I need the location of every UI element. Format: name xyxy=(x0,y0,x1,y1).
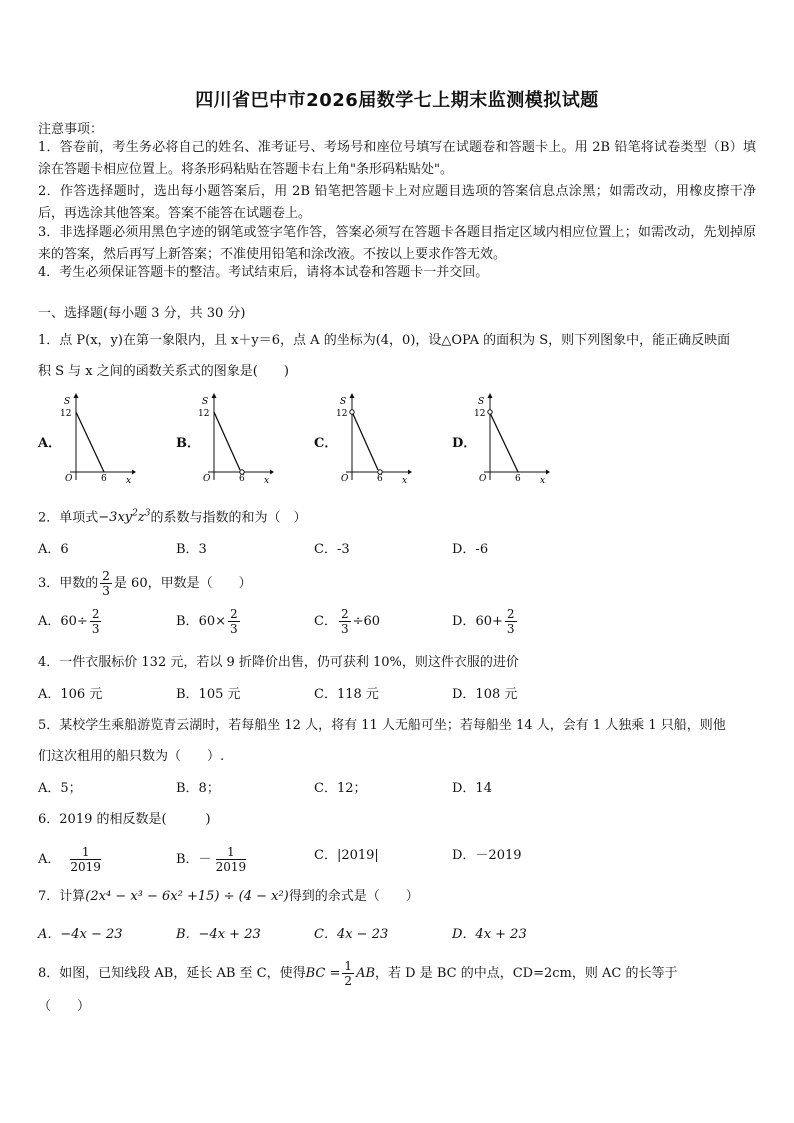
q3-option-a: A．60÷ $\frac{2}{3}$ xyxy=(38,607,100,636)
q6-option-a: A． $\frac{1}{2019}$ xyxy=(38,845,101,874)
x-mark-label: 6 xyxy=(377,474,383,484)
q1-option-a-label: A． xyxy=(38,436,62,451)
y-mark-label: 12 xyxy=(60,409,72,419)
y-axis-label: S xyxy=(478,397,485,407)
q2-option-b: B．3 xyxy=(176,542,207,557)
q7-option-b: B．−4x + 23 xyxy=(176,927,261,942)
question-5-line-1: 5．某校学生乘船游览青云湖时，若每船坐 12 人，将有 11 人无船可坐；若每船坐 14 人，会有 1 人独乘 1 只船，则他 xyxy=(38,718,726,733)
x-axis-label: x xyxy=(264,476,270,484)
question-8-line-1: 8．如图，已知线段 AB，延长 AB 至 C，使得BC = $\frac{1}{2}$ AB，若 D 是 BC 的中点，CD=2cm，则 AC 的长等于 xyxy=(38,959,678,988)
y-axis-label: S xyxy=(202,397,209,407)
origin-label: O xyxy=(341,474,349,484)
x-axis-label: x xyxy=(402,476,408,484)
notice-heading: 注意事项： xyxy=(38,122,104,137)
x-axis-label: x xyxy=(540,476,546,484)
q1-graph-d xyxy=(470,392,550,484)
q6-option-c: C．|2019| xyxy=(314,848,379,863)
q2-option-c: C．-3 xyxy=(314,542,350,557)
q1-graph-c xyxy=(332,392,412,484)
q5-option-b: B．8； xyxy=(176,781,220,796)
y-mark-label: 12 xyxy=(336,409,348,419)
q4-option-b: B．105 元 xyxy=(176,687,241,702)
q1-option-c-label: C． xyxy=(314,436,338,451)
question-1-line-1: 1．点 P(x，y)在第一象限内，且 x＋y＝6，点 A 的坐标为(4，0)，设△OPA 的面积为 S，则下列图象中，能正确反映面 xyxy=(38,333,731,348)
question-3: 3．甲数的 $\frac{2}{3}$ 是 60，甲数是（ ） xyxy=(38,569,252,598)
q7-option-d: D．4x + 23 xyxy=(452,927,527,942)
y-mark-label: 12 xyxy=(198,409,210,419)
notice-item-1: 1．答卷前，考生务必将自己的姓名、准考证号、考场号和座位号填写在试题卷和答题卡上。用 2B 铅笔将试卷类型（B）填涂在答题卡相应位置上。将条形码粘贴在答题卡右上角"条形码粘贴处"。 xyxy=(38,140,756,177)
notice-item-4: 4．考生必须保证答题卡的整洁。考试结束后，请将本试卷和答题卡一并交回。 xyxy=(38,265,489,280)
notice-item-3: 3．非选择题必须用黑色字迹的钢笔或签字笔作答，答案必须写在答题卡各题目指定区域内相应位置上；如需改动，先划掉原来的答案，然后再写上新答案；不准使用铅笔和涂改液。不按以上要求作答无效。 xyxy=(38,225,756,262)
x-mark-label: 6 xyxy=(515,474,521,484)
q4-option-c: C．118 元 xyxy=(314,687,379,702)
y-mark-label: 12 xyxy=(474,409,486,419)
question-1-line-2: 积 S 与 x 之间的函数关系式的图象是( ) xyxy=(38,364,289,379)
x-axis-label: x xyxy=(126,476,132,484)
q6-option-b: B．－ $\frac{1}{2019}$ xyxy=(176,845,247,874)
q3-option-b: B．60× $\frac{2}{3}$ xyxy=(176,607,238,636)
q7-option-c: C．4x − 23 xyxy=(314,927,389,942)
question-7: 7．计算(2x⁴ − x³ − 6x² +15) ÷ (4 − x²)得到的余式是（ ） xyxy=(38,889,419,904)
q7-option-a: A．−4x − 23 xyxy=(38,927,123,942)
section-heading: 一、选择题(每小题 3 分，共 30 分) xyxy=(38,306,246,321)
origin-label: O xyxy=(479,474,487,484)
q1-option-b-label: B． xyxy=(176,436,200,451)
q2-option-d: D．-6 xyxy=(452,542,489,557)
q2-option-a: A．6 xyxy=(38,542,69,557)
q1-option-d-label: D． xyxy=(452,436,477,451)
q3-option-c: C． $\frac{2}{3}$ ÷60 xyxy=(314,607,381,636)
q5-option-a: A．5； xyxy=(38,781,82,796)
q5-option-c: C．12； xyxy=(314,781,367,796)
q6-option-d: D．－2019 xyxy=(452,848,522,863)
q4-option-d: D．108 元 xyxy=(452,687,518,702)
q5-option-d: D．14 xyxy=(452,781,492,796)
q3-option-d: D．60+ $\frac{2}{3}$ xyxy=(452,607,515,636)
origin-label: O xyxy=(203,474,211,484)
notice-item-2: 2．作答选择题时，选出每小题答案后，用 2B 铅笔把答题卡上对应题目选项的答案信息点涂黑；如需改动，用橡皮擦干净后，再选涂其他答案。答案不能答在试题卷上。 xyxy=(38,184,756,221)
x-mark-label: 6 xyxy=(239,474,245,484)
q1-graph-a xyxy=(56,392,136,484)
y-axis-label: S xyxy=(340,397,347,407)
q2-suffix: 的系数与指数的和为（ ） xyxy=(150,510,307,526)
y-axis-label: S xyxy=(64,397,71,407)
question-4: 4．一件衣服标价 132 元，若以 9 折降价出售，仍可获利 10%，则这件衣服的进价 xyxy=(38,655,519,670)
question-8-line-2: （ ） xyxy=(38,999,91,1014)
q2-prefix: 2．单项式 xyxy=(38,510,99,526)
x-mark-label: 6 xyxy=(101,474,107,484)
question-2 xyxy=(38,506,306,526)
q1-graph-b xyxy=(194,392,274,484)
q7-expression: (2x⁴ − x³ − 6x² +15) ÷ (4 − x²) xyxy=(85,889,289,904)
q3-fraction: $\frac{2}{3}$ xyxy=(102,569,110,598)
q4-option-a: A．106 元 xyxy=(38,687,103,702)
question-5-line-2: 们这次租用的船只数为（ ）. xyxy=(38,749,225,764)
q2-monomial: $-3xy^2z^3$ xyxy=(98,509,151,526)
page-title: 四川省巴中市2026届数学七上期末监测模拟试题 xyxy=(195,90,599,111)
question-6: 6．2019 的相反数是( ) xyxy=(38,812,211,827)
origin-label: O xyxy=(65,474,73,484)
